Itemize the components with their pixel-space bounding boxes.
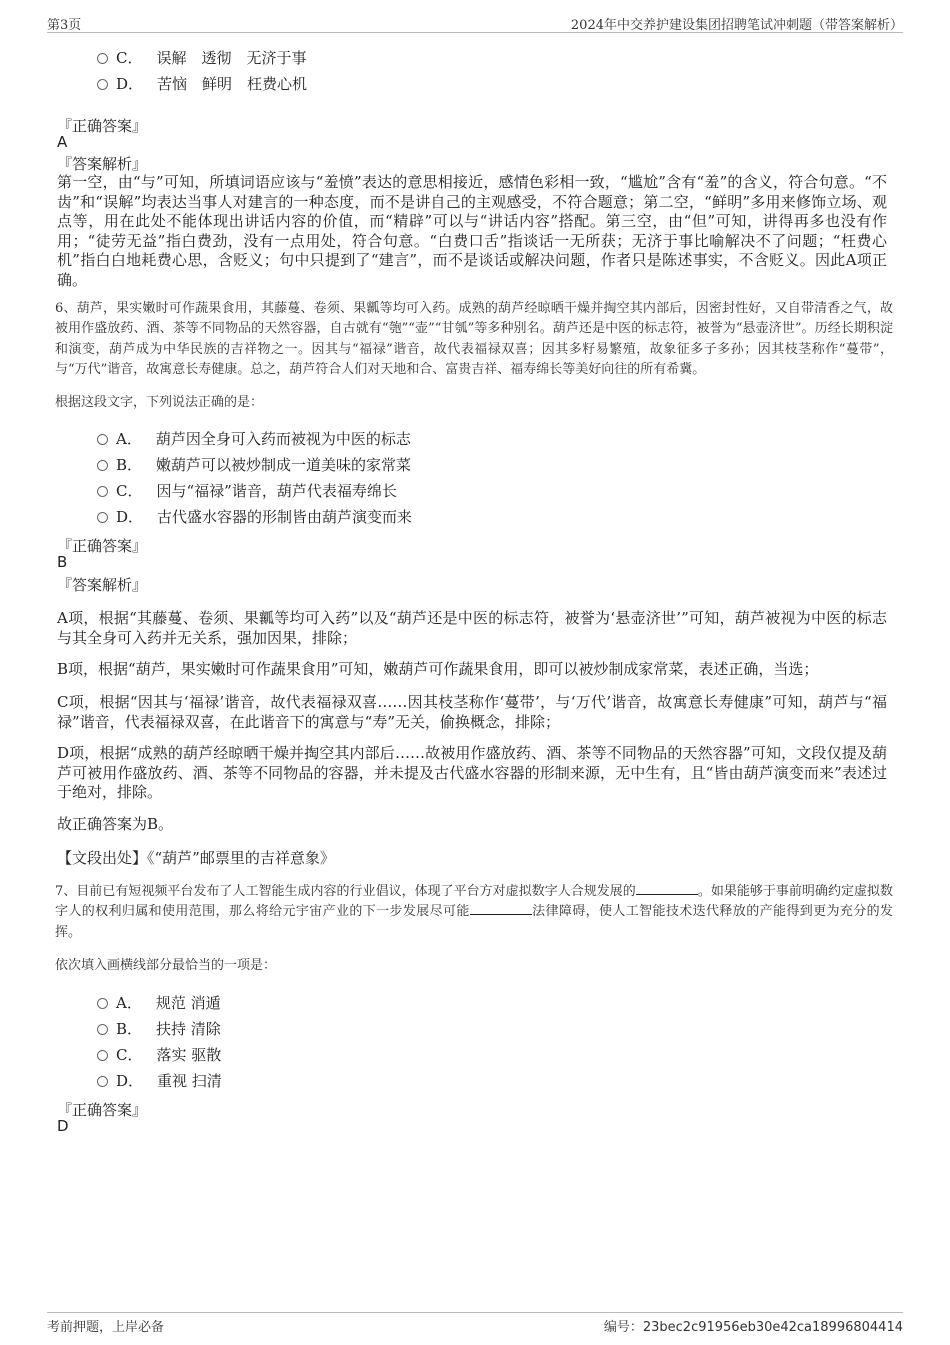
radio-icon[interactable] <box>97 79 108 90</box>
q5-option-c[interactable]: C． 误解 透彻 无济于事 <box>97 47 307 68</box>
q5-analysis: 第一空，由“与”可知，所填词语应该与“羞愤”表达的意思相接近，感情色彩相一致，“尴尬”含有“羞”的含义，符合句意。“不齿”和“误解”均表达当事人对建言的一种态度，而不是讲自己的主观感受，不符合题意；第二空，“鲜明”多用来修饰立场、观点等，用在此处不能体现出讲话内容的价值，而“精辟”可以与“讲话内容”搭配。第三空，由“但”可知，讲得再多也没有作用；“徒劳无益”指白费劲，没有一点用处，符合句意。“白费口舌”指谈话一无所获；无济于事比喻解决不了问题；“枉费心机”指白白地耗费心思，含贬义；句中只提到了“建言”，而不是谈话或解决问题，作者只是陈述事实，不含贬义。因此A项正确。 <box>57 173 887 289</box>
q6-analysis-label: 『答案解析』 <box>57 576 148 594</box>
q6-stem: 6、葫芦，果实嫩时可作蔬果食用，其藤蔓、卷须、果瓤等均可入药。成熟的葫芦经晾晒干燥并掏空其内部后，因密封性好，又自带清香之气，故被用作盛放药、酒、茶等不同物品的天然容器，自古就有“匏”“壶”“甘瓠”等多种别名。葫芦还是中医的标志符，被誉为“悬壶济世”。历经长期积淀和演变，葫芦成为中华民族的吉祥物之一。因其与“福禄”谐音，故代表福禄双喜；因其多籽易繁殖，故象征多子多孙；因其枝茎称作“蔓带”，与“万代”谐音，故寓意长寿健康。总之，葫芦符合人们对天地和合、富贵吉祥、福寿绵长等美好向往的所有希冀。 <box>55 301 893 377</box>
q5-analysis-label: 『答案解析』 <box>57 155 148 173</box>
q7-prompt: 依次填入画横线部分最恰当的一项是： <box>55 958 277 973</box>
radio-icon[interactable] <box>97 486 108 497</box>
radio-icon[interactable] <box>97 1076 108 1087</box>
fill-blank-2 <box>470 902 532 915</box>
radio-icon[interactable] <box>97 53 108 64</box>
q6-option-a[interactable]: A． 葫芦因全身可入药而被视为中医的标志 <box>97 428 411 449</box>
q5-answer: A <box>57 133 68 151</box>
radio-icon[interactable] <box>97 434 108 445</box>
radio-icon[interactable] <box>97 998 108 1009</box>
q6-prompt: 根据这段文字，下列说法正确的是： <box>55 395 264 410</box>
q6-analysis-a: A项，根据“其藤蔓、卷须、果瓤等均可入药”以及“葫芦还是中医的标志符，被誉为‘悬壶济世’”可知，葫芦被视为中医的标志与其全身可入药并无关系，强加因果，排除； <box>57 609 887 647</box>
q6-option-c[interactable]: C． 因与“福禄”谐音，葫芦代表福寿绵长 <box>97 480 397 501</box>
document-title: 2024年中交养护建设集团招聘笔试冲刺题（带答案解析） <box>570 18 903 33</box>
document-code: 编号：23bec2c91956eb30e42ca18996804414 <box>603 1320 903 1335</box>
q7-option-a[interactable]: A． 规范 消遁 <box>97 992 221 1013</box>
q6-analysis-d: D项，根据“成熟的葫芦经晾晒干燥并掏空其内部后……故被用作盛放药、酒、茶等不同物品的天然容器”可知，文段仅提及葫芦可被用作盛放药、酒、茶等不同物品的容器，并未提及古代盛水容器的形制来源，无中生有，且“皆由葫芦演变而来”表述过于绝对，排除。 <box>57 744 887 801</box>
q7-stem: 7、目前已有短视频平台发布了人工智能生成内容的行业倡议，体现了平台方对虚拟数字人合规发展的 。如果能够于事前明确约定虚拟数字人的权利归属和使用范围，那么将给元宇宙产业的下一步发展尽可能 法律障碍，使人工智能技术迭代释放的产能得到更为充分的发挥。 <box>55 884 893 940</box>
q6-analysis-c: C项，根据“因其与‘福禄’谐音，故代表福禄双喜……因其枝茎称作‘蔓带’，与‘万代’谐音，故寓意长寿健康”可知，葫芦与“福禄”谐音，代表福禄双喜，在此谐音下的寓意与“寿”无关，偷换概念，排除； <box>57 693 887 731</box>
q6-analysis-b: B项，根据“葫芦，果实嫩时可作蔬果食用”可知，嫩葫芦可作蔬果食用，即可以被炒制成家常菜，表述正确，当选； <box>57 660 819 678</box>
q6-conclusion: 故正确答案为B。 <box>57 815 174 833</box>
radio-icon[interactable] <box>97 512 108 523</box>
q7-answer-label: 『正确答案』 <box>57 1101 148 1119</box>
q7-option-c[interactable]: C． 落实 驱散 <box>97 1044 221 1065</box>
radio-icon[interactable] <box>97 460 108 471</box>
q6-option-b[interactable]: B． 嫩葫芦可以被炒制成一道美味的家常菜 <box>97 454 411 475</box>
footer-slogan: 考前押题，上岸必备 <box>47 1320 165 1335</box>
q5-option-d[interactable]: D． 苦恼 鲜明 枉费心机 <box>97 73 307 94</box>
page-number: 第3页 <box>47 18 82 33</box>
q7-option-b[interactable]: B． 扶持 清除 <box>97 1018 221 1039</box>
page-footer <box>47 1312 903 1335</box>
radio-icon[interactable] <box>97 1024 108 1035</box>
page-header <box>47 14 903 33</box>
q6-source: 【文段出处】《“葫芦”邮票里的吉祥意象》 <box>57 849 335 867</box>
q7-option-d[interactable]: D． 重视 扫清 <box>97 1070 222 1091</box>
fill-blank-1 <box>636 882 698 895</box>
q6-answer: B <box>57 553 68 571</box>
q6-answer-label: 『正确答案』 <box>57 537 148 555</box>
q7-answer: D <box>57 1117 69 1135</box>
radio-icon[interactable] <box>97 1050 108 1061</box>
q6-option-d[interactable]: D． 古代盛水容器的形制皆由葫芦演变而来 <box>97 506 412 527</box>
q5-answer-label: 『正确答案』 <box>57 117 148 135</box>
